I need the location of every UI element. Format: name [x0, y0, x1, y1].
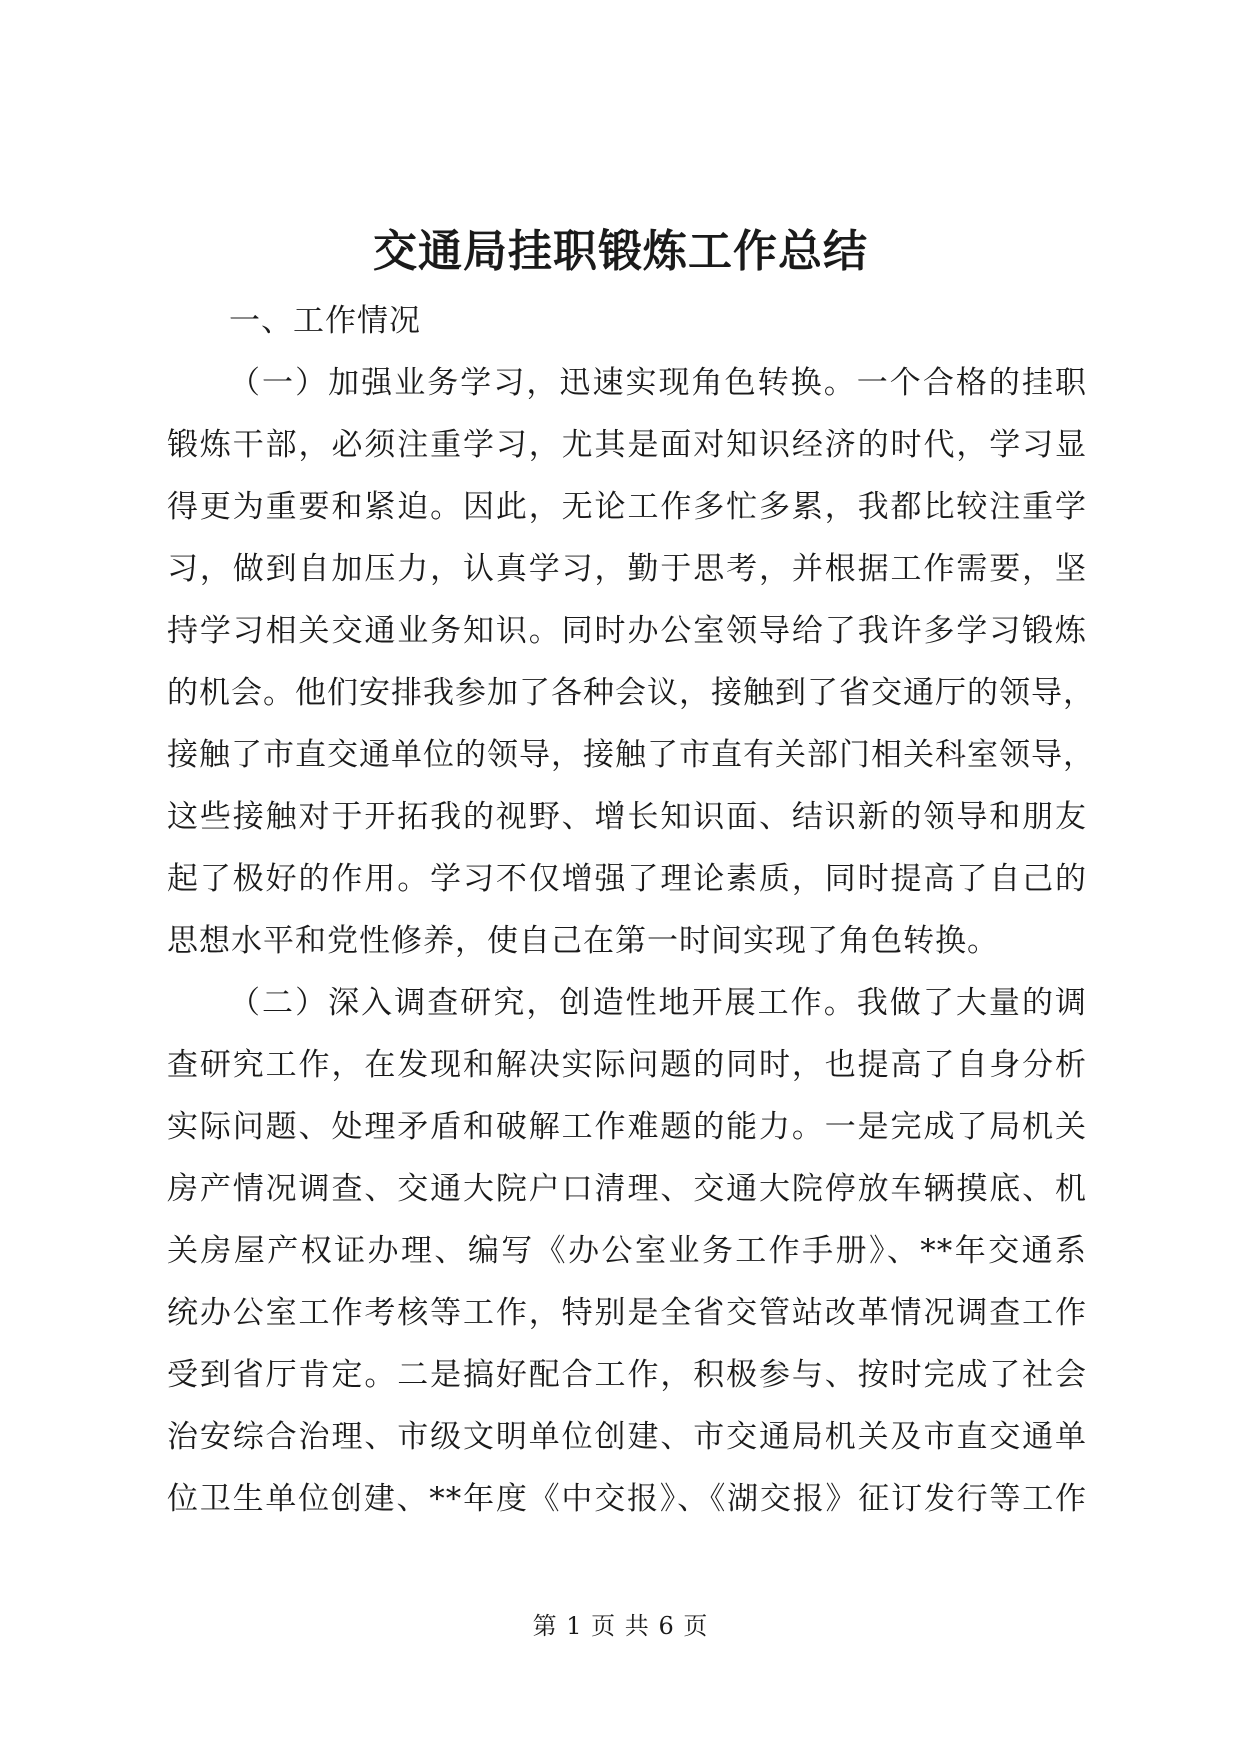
paragraph-line: 起了极好的作用。学习不仅增强了理论素质，同时提高了自己的	[167, 861, 1087, 897]
paragraph-line: 接触了市直交通单位的领导，接触了市直有关部门相关科室领导，	[167, 737, 1095, 773]
paragraph-2	[167, 972, 1087, 1530]
paragraph-line: 习，做到自加压力，认真学习，勤于思考，并根据工作需要，坚	[167, 551, 1087, 587]
paragraph-line: 受到省厅肯定。二是搞好配合工作，积极参与、按时完成了社会	[167, 1357, 1087, 1393]
paragraph-line: 实际问题、处理矛盾和破解工作难题的能力。一是完成了局机关	[167, 1109, 1087, 1145]
paragraph-line: 的机会。他们安排我参加了各种会议，接触到了省交通厅的领导，	[167, 675, 1095, 711]
paragraph-line: 思想水平和党性修养，使自己在第一时间实现了角色转换。	[167, 923, 999, 959]
paragraph-line: 这些接触对于开拓我的视野、增长知识面、结识新的领导和朋友	[167, 799, 1087, 835]
document-title: 交通局挂职锻炼工作总结	[373, 226, 868, 277]
paragraph-line: 查研究工作，在发现和解决实际问题的同时，也提高了自身分析	[167, 1047, 1087, 1083]
paragraph-line: 关房屋产权证办理、编写《办公室业务工作手册》、**年交通系	[167, 1233, 1087, 1269]
paragraph-line: 持学习相关交通业务知识。同时办公室领导给了我许多学习锻炼	[167, 613, 1087, 649]
paragraph-line: 锻炼干部，必须注重学习，尤其是面对知识经济的时代，学习显	[167, 427, 1087, 463]
paragraph-line: 统办公室工作考核等工作，特别是全省交管站改革情况调查工作	[167, 1295, 1087, 1331]
paragraph-line: 房产情况调查、交通大院户口清理、交通大院停放车辆摸底、机	[167, 1171, 1087, 1207]
paragraph-line: （二）深入调查研究，创造性地开展工作。我做了大量的调	[229, 985, 1087, 1021]
page-number-footer: 第 1 页 共 6 页	[532, 1612, 709, 1640]
section-heading: 一、工作情况	[229, 303, 421, 339]
paragraph-line: 位卫生单位创建、**年度《中交报》、《湖交报》征订发行等工作	[167, 1481, 1087, 1517]
paragraph-1	[167, 352, 1095, 972]
paragraph-line: 治安综合治理、市级文明单位创建、市交通局机关及市直交通单	[167, 1419, 1087, 1455]
document-body	[167, 290, 1095, 1530]
paragraph-line: 得更为重要和紧迫。因此，无论工作多忙多累，我都比较注重学	[167, 489, 1087, 525]
paragraph-line: （一）加强业务学习，迅速实现角色转换。一个合格的挂职	[229, 365, 1087, 401]
